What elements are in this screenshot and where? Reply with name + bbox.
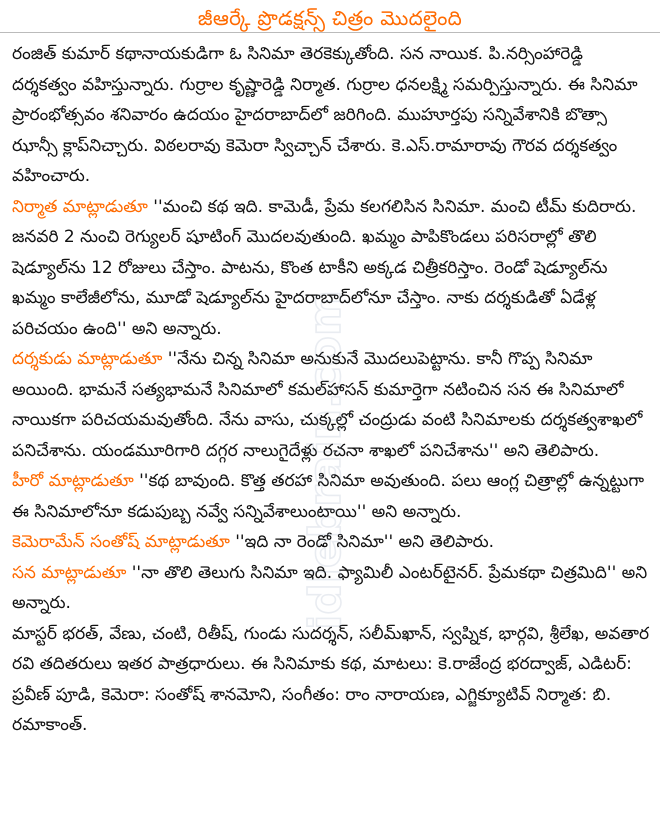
speaker-label-hero: హీరో మాట్లాడుతూ — [12, 471, 134, 491]
quote-text: ''ఇది నా రెండో సినిమా'' అని తెలిపారు. — [229, 532, 495, 552]
heroine-quote-paragraph — [12, 558, 650, 619]
intro-paragraph: రంజిత్ కుమార్ కథానాయకుడిగా ఓ సినిమా తెరకెక్కుతోంది. సన నాయిక. పి.నర్సింహారెడ్డి దర్శకత్వం వహిస్తున్నారు. గుర్రాల కృష్ణారెడ్డి నిర్మాత. గుర్రాల ధనలక్ష్మి సమర్పిస్తున్నారు. ఈ సినిమా ప్రారంభోత్సవం శనివారం ఉదయం హైదరాబాద్‌లో జరిగింది. ముహూర్తపు సన్నివేశానికి బొత్సా ఝాన్సీ క్లాప్‌నిచ్చారు. విఠలరావు కెమెరా స్విచ్చాన్ చేశారు. కె.ఎస్.రామారావు గౌరవ దర్శకత్వం వహించారు. — [12, 44, 638, 186]
speaker-label-heroine: సన మాట్లాడుతూ — [12, 562, 127, 583]
director-quote-paragraph — [12, 344, 650, 466]
article-body — [0, 33, 660, 741]
cameraman-quote-paragraph — [12, 527, 650, 558]
credits-paragraph: మాస్టర్ భరత్, వేణు, చంటి, రితీష్, గుండు సుదర్శన్, సలీమ్‌ఖాన్, స్వప్నిక, భార్గవి, శ్రీలేఖ, అవతార రవి తదితరులు ఇతర పాత్రధారులు. ఈ సినిమాకు కథ, మాటలు: కె.రాజేంద్ర భరద్వాజ్, ఎడిటర్: ప్రవీణ్ పూడి, కెమెరా: సంతోష్ శానమోని, సంగీతం: రాం నారాయణ, ఎగ్జిక్యూటివ్ నిర్మాత: బి. రమాకాంత్. — [12, 623, 650, 735]
watermark-text: idlebrain.com — [300, 290, 351, 630]
quote-text: ''నేను చిన్న సినిమా అనుకునే మొదలుపెట్టాను. కానీ గొప్ప సినిమా అయింది. భామనే సత్యభామనే సినిమాలో కమల్‌హాసన్ కుమార్తెగా నటించిన సన ఈ సినిమాలో నాయికగా పరిచయమవుతోంది. నేను వాసు, చుక్కల్లో చంద్రుడు వంటి సినిమాలకు దర్శకత్వశాఖలో పనిచేశాను. యండమూరిగారి దగ్గర నాలుగైదేళ్లు రచనా శాఖలో పనిచేశాను'' అని తెలిపారు. — [12, 349, 643, 461]
producer-quote-paragraph — [12, 192, 650, 345]
article-header — [0, 0, 660, 30]
speaker-label-cameraman: కెమెరామేన్ సంతోష్ మాట్లాడుతూ — [12, 532, 230, 552]
article-title: జీఆర్కే ప్రొడక్షన్స్ చిత్రం మొదలైంది — [197, 6, 463, 30]
quote-text: ''మంచి కథ ఇది. కామెడీ, ప్రేమ కలగలిసిన సినిమా. మంచి టీమ్ కుదిరారు. జనవరి 2 నుంచి రెగ్యులర్ షూటింగ్ మొదలవుతుంది. ఖమ్మం పాపికొండలు పరిసరాల్లో తొలి షెడ్యూల్‌ను 12 రోజులు చేస్తాం. పాటను, కొంత టాకీని అక్కడ చిత్రీకరిస్తాం. రెండో షెడ్యూల్‌ను ఖమ్మం కాలేజీలోను, మూడో షెడ్యూల్‌ను హైదరాబాద్‌లోనూ చేస్తాం. నాకు దర్శకుడితో ఏడేళ్ల పరిచయం ఉంది'' అని అన్నారు. — [12, 196, 637, 339]
speaker-label-director: దర్శకుడు మాట్లాడుతూ — [12, 349, 163, 369]
speaker-label-producer: నిర్మాత మాట్లాడుతూ — [12, 196, 148, 217]
hero-quote-paragraph — [12, 466, 650, 527]
quote-text: ''కథ బావుంది. కొత్త తరహా సినిమా అవుతుంది. పలు ఆంగ్ల చిత్రాల్లో ఉన్నట్టుగా ఈ సినిమాలోనూ కడుపుబ్బ నవ్వే సన్నివేశాలుంటాయి'' అని అన్నారు. — [12, 471, 644, 522]
quote-text: ''నా తొలి తెలుగు సినిమా ఇది. ఫ్యామిలీ ఎంటర్‌టైనర్. ప్రేమకథా చిత్రమిది'' అని అన్నారు. — [12, 562, 648, 613]
